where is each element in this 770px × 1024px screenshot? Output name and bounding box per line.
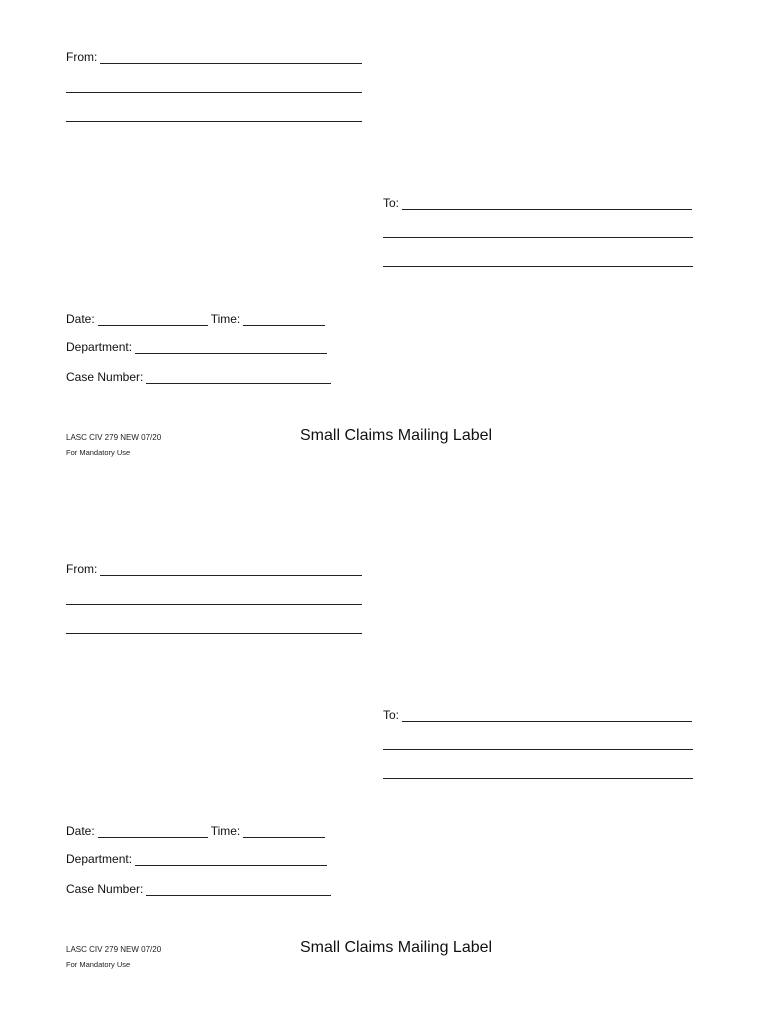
form-use-note: For Mandatory Use — [66, 448, 131, 457]
department-line[interactable] — [135, 343, 327, 354]
date-field[interactable] — [66, 312, 325, 326]
to-line[interactable] — [402, 199, 692, 210]
form-use-note: For Mandatory Use — [66, 960, 131, 969]
from-label: From: — [66, 50, 98, 64]
department-field[interactable] — [66, 852, 327, 866]
to-label: To: — [383, 708, 400, 722]
from-line[interactable] — [100, 565, 362, 576]
case-number-label: Case Number: — [66, 882, 144, 896]
time-label: Time: — [210, 824, 241, 838]
from-line[interactable] — [100, 53, 362, 64]
from-label: From: — [66, 562, 98, 576]
to-address-line-3[interactable] — [383, 778, 693, 779]
from-address-line-2[interactable] — [66, 92, 362, 93]
form-code: LASC CIV 279 NEW 07/20 — [66, 945, 162, 954]
department-line[interactable] — [135, 855, 327, 866]
case-number-field[interactable] — [66, 882, 331, 896]
department-label: Department: — [66, 852, 133, 866]
case-number-line[interactable] — [146, 885, 331, 896]
form-code: LASC CIV 279 NEW 07/20 — [66, 433, 162, 442]
from-address-line-2[interactable] — [66, 604, 362, 605]
department-label: Department: — [66, 340, 133, 354]
date-label: Date: — [66, 824, 95, 838]
label-title: Small Claims Mailing Label — [300, 939, 493, 956]
time-line[interactable] — [243, 827, 325, 838]
to-address-line-3[interactable] — [383, 266, 693, 267]
from-address-line-3[interactable] — [66, 121, 362, 122]
time-label: Time: — [210, 312, 241, 326]
date-label: Date: — [66, 312, 95, 326]
from-field[interactable] — [66, 562, 362, 576]
case-number-label: Case Number: — [66, 370, 144, 384]
case-number-field[interactable] — [66, 370, 331, 384]
date-line[interactable] — [98, 315, 208, 326]
mailing-label-2 — [0, 512, 770, 1024]
time-line[interactable] — [243, 315, 325, 326]
date-line[interactable] — [98, 827, 208, 838]
from-address-line-3[interactable] — [66, 633, 362, 634]
to-field[interactable] — [383, 196, 692, 210]
case-number-line[interactable] — [146, 373, 331, 384]
to-address-line-2[interactable] — [383, 749, 693, 750]
to-address-line-2[interactable] — [383, 237, 693, 238]
label-title: Small Claims Mailing Label — [300, 427, 493, 444]
department-field[interactable] — [66, 340, 327, 354]
to-field[interactable] — [383, 708, 692, 722]
to-line[interactable] — [402, 711, 692, 722]
to-label: To: — [383, 196, 400, 210]
from-field[interactable] — [66, 50, 362, 64]
date-field[interactable] — [66, 824, 325, 838]
